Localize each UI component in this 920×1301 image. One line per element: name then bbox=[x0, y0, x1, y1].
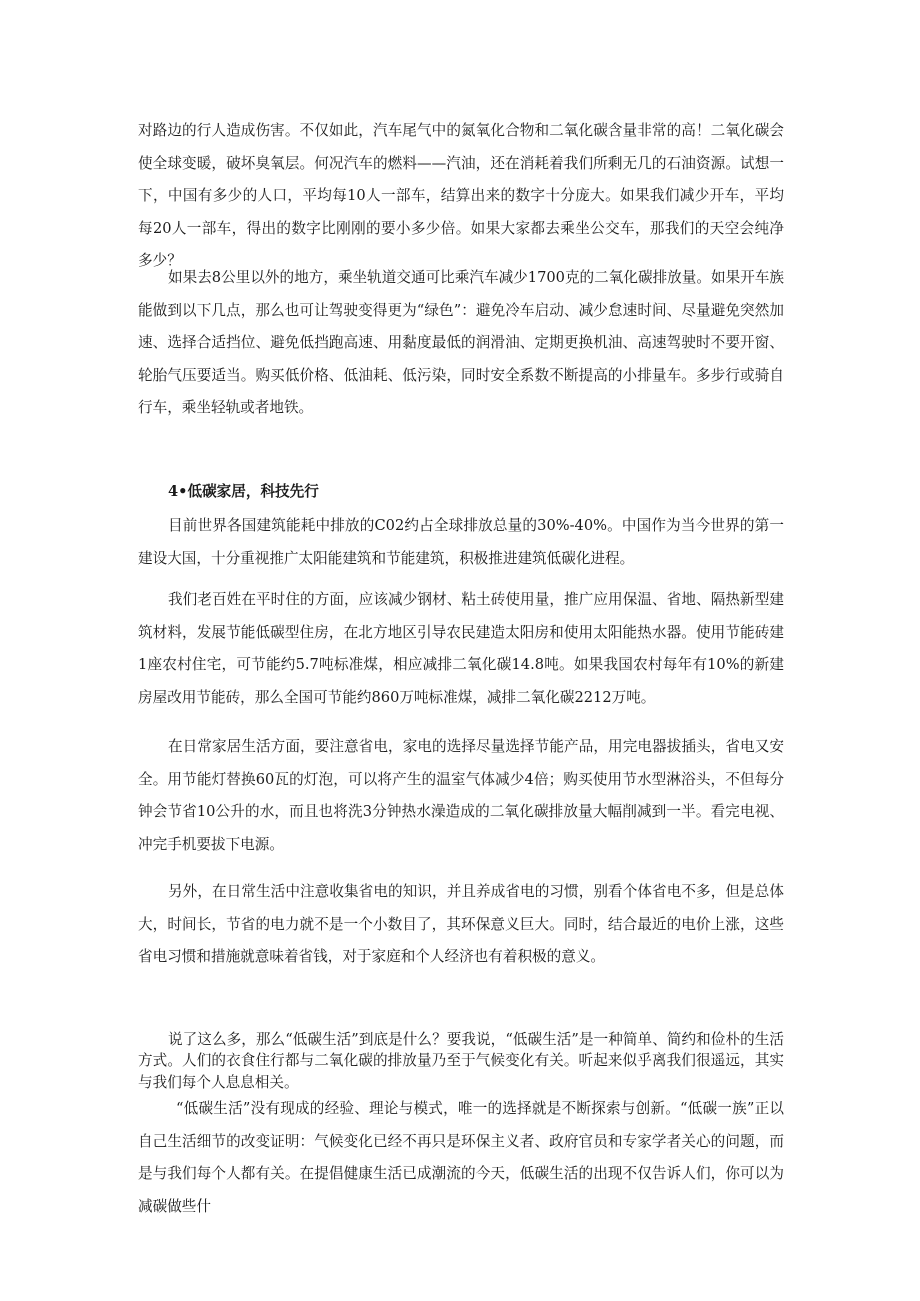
paragraph-building-energy: 目前世界各国建筑能耗中排放的C02约占全球排放总量的30%-40%。中国作为当今世界的第一建设大国，十分重视推广太阳能建筑和节能建筑，积极推进建筑低碳化进程。 bbox=[138, 517, 784, 567]
section-heading-low-carbon-home: 4•低碳家居，科技先行 bbox=[168, 483, 319, 500]
paragraph-saving-habits: 另外，在日常生活中注意收集省电的知识，并且养成省电的习惯，别看个体省电不多，但是总体大，时间长，节省的电力就不是一个小数目了，其环保意义巨大。同时，结合最近的电价上涨，这些省电习惯和措施就意味着省钱，对于家庭和个人经济也有着积极的意义。 bbox=[138, 883, 784, 966]
paragraph-low-carbon-exploration: “低碳生活”没有现成的经验、理论与模式，唯一的选择就是不断探索与创新。“低碳一族”正以自己生活细节的改变证明：气候变化已经不再只是环保主义者、政府官员和专家学者关心的问题，而是与我们每个人都有关。在提倡健康生活已成潮流的今天，低碳生活的出现不仅告诉人们，你可以为减碳做些什 bbox=[138, 1100, 784, 1215]
paragraph-home-electricity: 在日常家居生活方面，要注意省电，家电的选择尽量选择节能产品，用完电器拔插头，省电又安全。用节能灯替换60瓦的灯泡，可以将产生的温室气体减少4倍；购买使用节水型淋浴头，不但每分钟会节省10公升的水，而且也将洗3分钟热水澡造成的二氧化碳排放量大幅削减到一半。看完电视、冲完手机要拔下电源。 bbox=[138, 738, 784, 853]
paragraph-what-is-low-carbon: 说了这么多，那么“低碳生活”到底是什么？要我说，“低碳生活”是一种简单、简约和俭朴的生活方式。人们的衣食住行都与二氧化碳的排放量乃至于气候变化有关。听起来似乎离我们很遥远，其实与我们每个人息息相关。 bbox=[138, 1031, 784, 1091]
paragraph-car-emissions: 对路边的行人造成伤害。不仅如此，汽车尾气中的氮氧化合物和二氧化碳含量非常的高！二氧化碳会使全球变暖，破坏臭氧层。何况汽车的燃料——汽油，还在消耗着我们所剩无几的石油资源。试想一下，中国有多少的人口，平均每10人一部车，结算出来的数字十分庞大。如果我们减少开车，平均每20人一部车，得出的数字比刚刚的要小多少倍。如果大家都去乘坐公交车，那我们的天空会纯净多少？ bbox=[138, 122, 784, 270]
paragraph-green-driving: 如果去8公里以外的地方，乘坐轨道交通可比乘汽车减少1700克的二氧化碳排放量。如果开车族能做到以下几点，那么也可让驾驶变得更为“绿色”：避免冷车启动、减少怠速时间、尽量避免突然加速、选择合适挡位、避免低挡跑高速、用黏度最低的润滑油、定期更换机油、高速驾驶时不要开窗、轮胎气压要适当。购买低价格、低油耗、低污染，同时安全系数不断提高的小排量车。多步行或骑自行车，乘坐轻轨或者地铁。 bbox=[138, 269, 784, 417]
paragraph-housing-materials: 我们老百姓在平时住的方面，应该减少钢材、粘土砖使用量，推广应用保温、省地、隔热新型建筑材料，发展节能低碳型住房，在北方地区引导农民建造太阳房和使用太阳能热水器。使用节能砖建1座农村住宅，可节能约5.7吨标准煤，相应减排二氧化碳14.8吨。如果我国农村每年有10%的新建房屋改用节能砖，那么全国可节能约860万吨标准煤，减排二氧化碳2212万吨。 bbox=[138, 591, 784, 706]
